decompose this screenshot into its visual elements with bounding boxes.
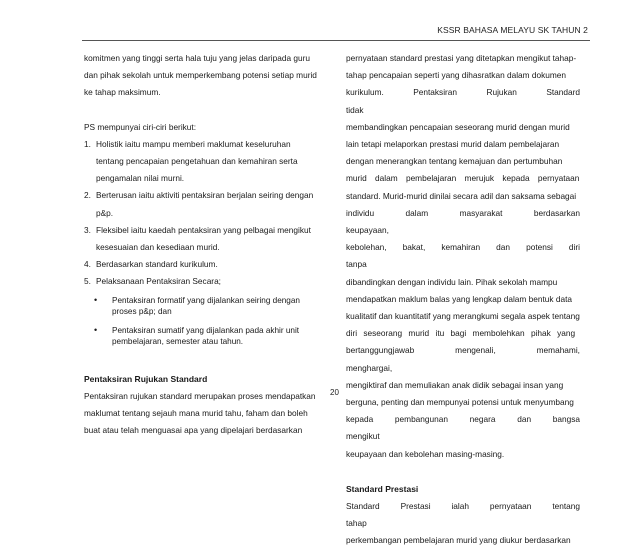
text-line: dan pihak sekolah untuk memperkembang potensi setiap murid xyxy=(84,70,317,81)
text-line: tahap pencapaian seperti yang dihasratkan dalam dokumen xyxy=(346,70,567,81)
list-item xyxy=(84,256,318,273)
text-line: mendapatkan maklum balas yang lengkap dalam bentuk data xyxy=(346,293,573,304)
list-item xyxy=(84,136,318,188)
text-line: mengiktiraf dan memuliakan anak didik sebagai insan yang xyxy=(346,379,564,390)
bullet-item xyxy=(94,295,318,317)
text-line: Holistik iaitu mampu memberi maklumat keseluruhan xyxy=(96,138,291,149)
section-heading: Standard Prestasi xyxy=(346,483,419,494)
text-line: kualitatif dan kuantitatif yang merangkumi segala aspek tentang xyxy=(346,311,580,322)
text-line: proses p&p; dan xyxy=(112,306,172,316)
text-line: Standard Prestasi ialah pernyataan tentang tahap xyxy=(346,501,580,529)
text-line: diri seseorang murid itu bagi membolehkan pihak yang xyxy=(346,328,576,339)
text-line: individu dalam masyarakat berdasarkan keupayaan, xyxy=(346,207,580,236)
text-line: pernyataan standard prestasi yang ditetapkan mengikut tahap- xyxy=(346,53,577,63)
text-line: kesesuaian dan kesediaan murid. xyxy=(96,242,220,253)
text-line: berguna, penting dan mempunyai potensi untuk menyumbang xyxy=(346,397,574,408)
list-item xyxy=(84,187,318,221)
text-line: murid dalam pembelajaran merujuk kepada pernyataan xyxy=(346,173,580,184)
text-line: Pelaksanaan Pentaksiran Secara; xyxy=(96,276,221,287)
text-line: standard. Murid-murid dinilai secara adil dan saksama sebagai xyxy=(346,190,577,201)
text-line: dibandingkan dengan individu lain. Pihak sekolah mampu xyxy=(346,276,558,287)
text-line: maklumat tentang sejauh mana murid tahu, faham dan boleh xyxy=(84,408,308,419)
text-line: keupayaan dan kebolehan masing-masing. xyxy=(346,448,505,459)
numbered-list xyxy=(84,136,318,291)
text-line: Berdasarkan standard kurikulum. xyxy=(96,259,218,270)
text-line: komitmen yang tinggi serta hala tuju yang jelas daripada guru xyxy=(84,53,310,63)
text-line: kebolehan, bakat, kemahiran dan potensi diri tanpa xyxy=(346,242,580,270)
page-number: 20 xyxy=(330,388,339,397)
list-number: 2. xyxy=(84,190,91,201)
section-paragraph xyxy=(346,498,580,550)
text-line: pembelajaran, semester atau tahun. xyxy=(112,336,244,346)
ps-intro: PS mempunyai ciri-ciri berikut: xyxy=(84,121,197,132)
text-line: membandingkan pencapaian seseorang murid dengan murid xyxy=(346,121,570,132)
bullet-icon: • xyxy=(94,294,98,305)
list-item xyxy=(84,273,318,290)
text-line: dengan menerangkan tentang kemajuan dan pertumbuhan xyxy=(346,156,563,167)
continued-paragraph xyxy=(346,50,580,463)
list-number: 1. xyxy=(84,138,91,149)
bullet-item xyxy=(94,325,318,347)
list-number: 4. xyxy=(84,259,91,270)
list-number: 3. xyxy=(84,224,91,235)
text-line: kurikulum. Pentaksiran Rujukan Standard tidak xyxy=(346,87,580,115)
text-line: lain tetapi melaporkan prestasi murid dalam pembelajaran xyxy=(346,139,560,150)
list-number: 5. xyxy=(84,276,91,287)
text-line: bertanggungjawab mengenali, memahami, menghargai, xyxy=(346,345,580,373)
text-line: p&p. xyxy=(96,207,114,218)
right-column xyxy=(346,50,580,550)
text-line: pengamalan nilai murni. xyxy=(96,173,185,184)
left-column xyxy=(84,50,318,439)
text-line: Pentaksiran formatif yang dijalankan seiring dengan xyxy=(112,295,300,305)
page-header: KSSR BAHASA MELAYU SK TAHUN 2 xyxy=(437,25,588,35)
text-line: ke tahap maksimum. xyxy=(84,87,161,98)
section-heading: Pentaksiran Rujukan Standard xyxy=(84,373,208,384)
text-line: Pentaksiran rujukan standard merupakan proses mendapatkan xyxy=(84,390,316,401)
text-line: kepada pembangunan negara dan bangsa mengikut xyxy=(346,414,580,442)
bullet-icon: • xyxy=(94,324,98,335)
list-item xyxy=(84,222,318,256)
text-line: Fleksibel iaitu kaedah pentaksiran yang pelbagai mengikut xyxy=(96,224,311,235)
bullet-list xyxy=(84,295,318,347)
section-paragraph xyxy=(84,388,318,440)
header-divider xyxy=(82,40,590,41)
text-line: Berterusan iaitu aktiviti pentaksiran berjalan seiring dengan xyxy=(96,190,314,201)
text-line: buat atau telah menguasai apa yang dipelajari berdasarkan xyxy=(84,425,303,436)
text-line: tentang pencapaian pengetahuan dan kemahiran serta xyxy=(96,156,298,167)
intro-paragraph xyxy=(84,50,318,102)
text-line: Pentaksiran sumatif yang dijalankan pada akhir unit xyxy=(112,325,300,335)
text-line: perkembangan pembelajaran murid yang diukur berdasarkan xyxy=(346,535,571,546)
